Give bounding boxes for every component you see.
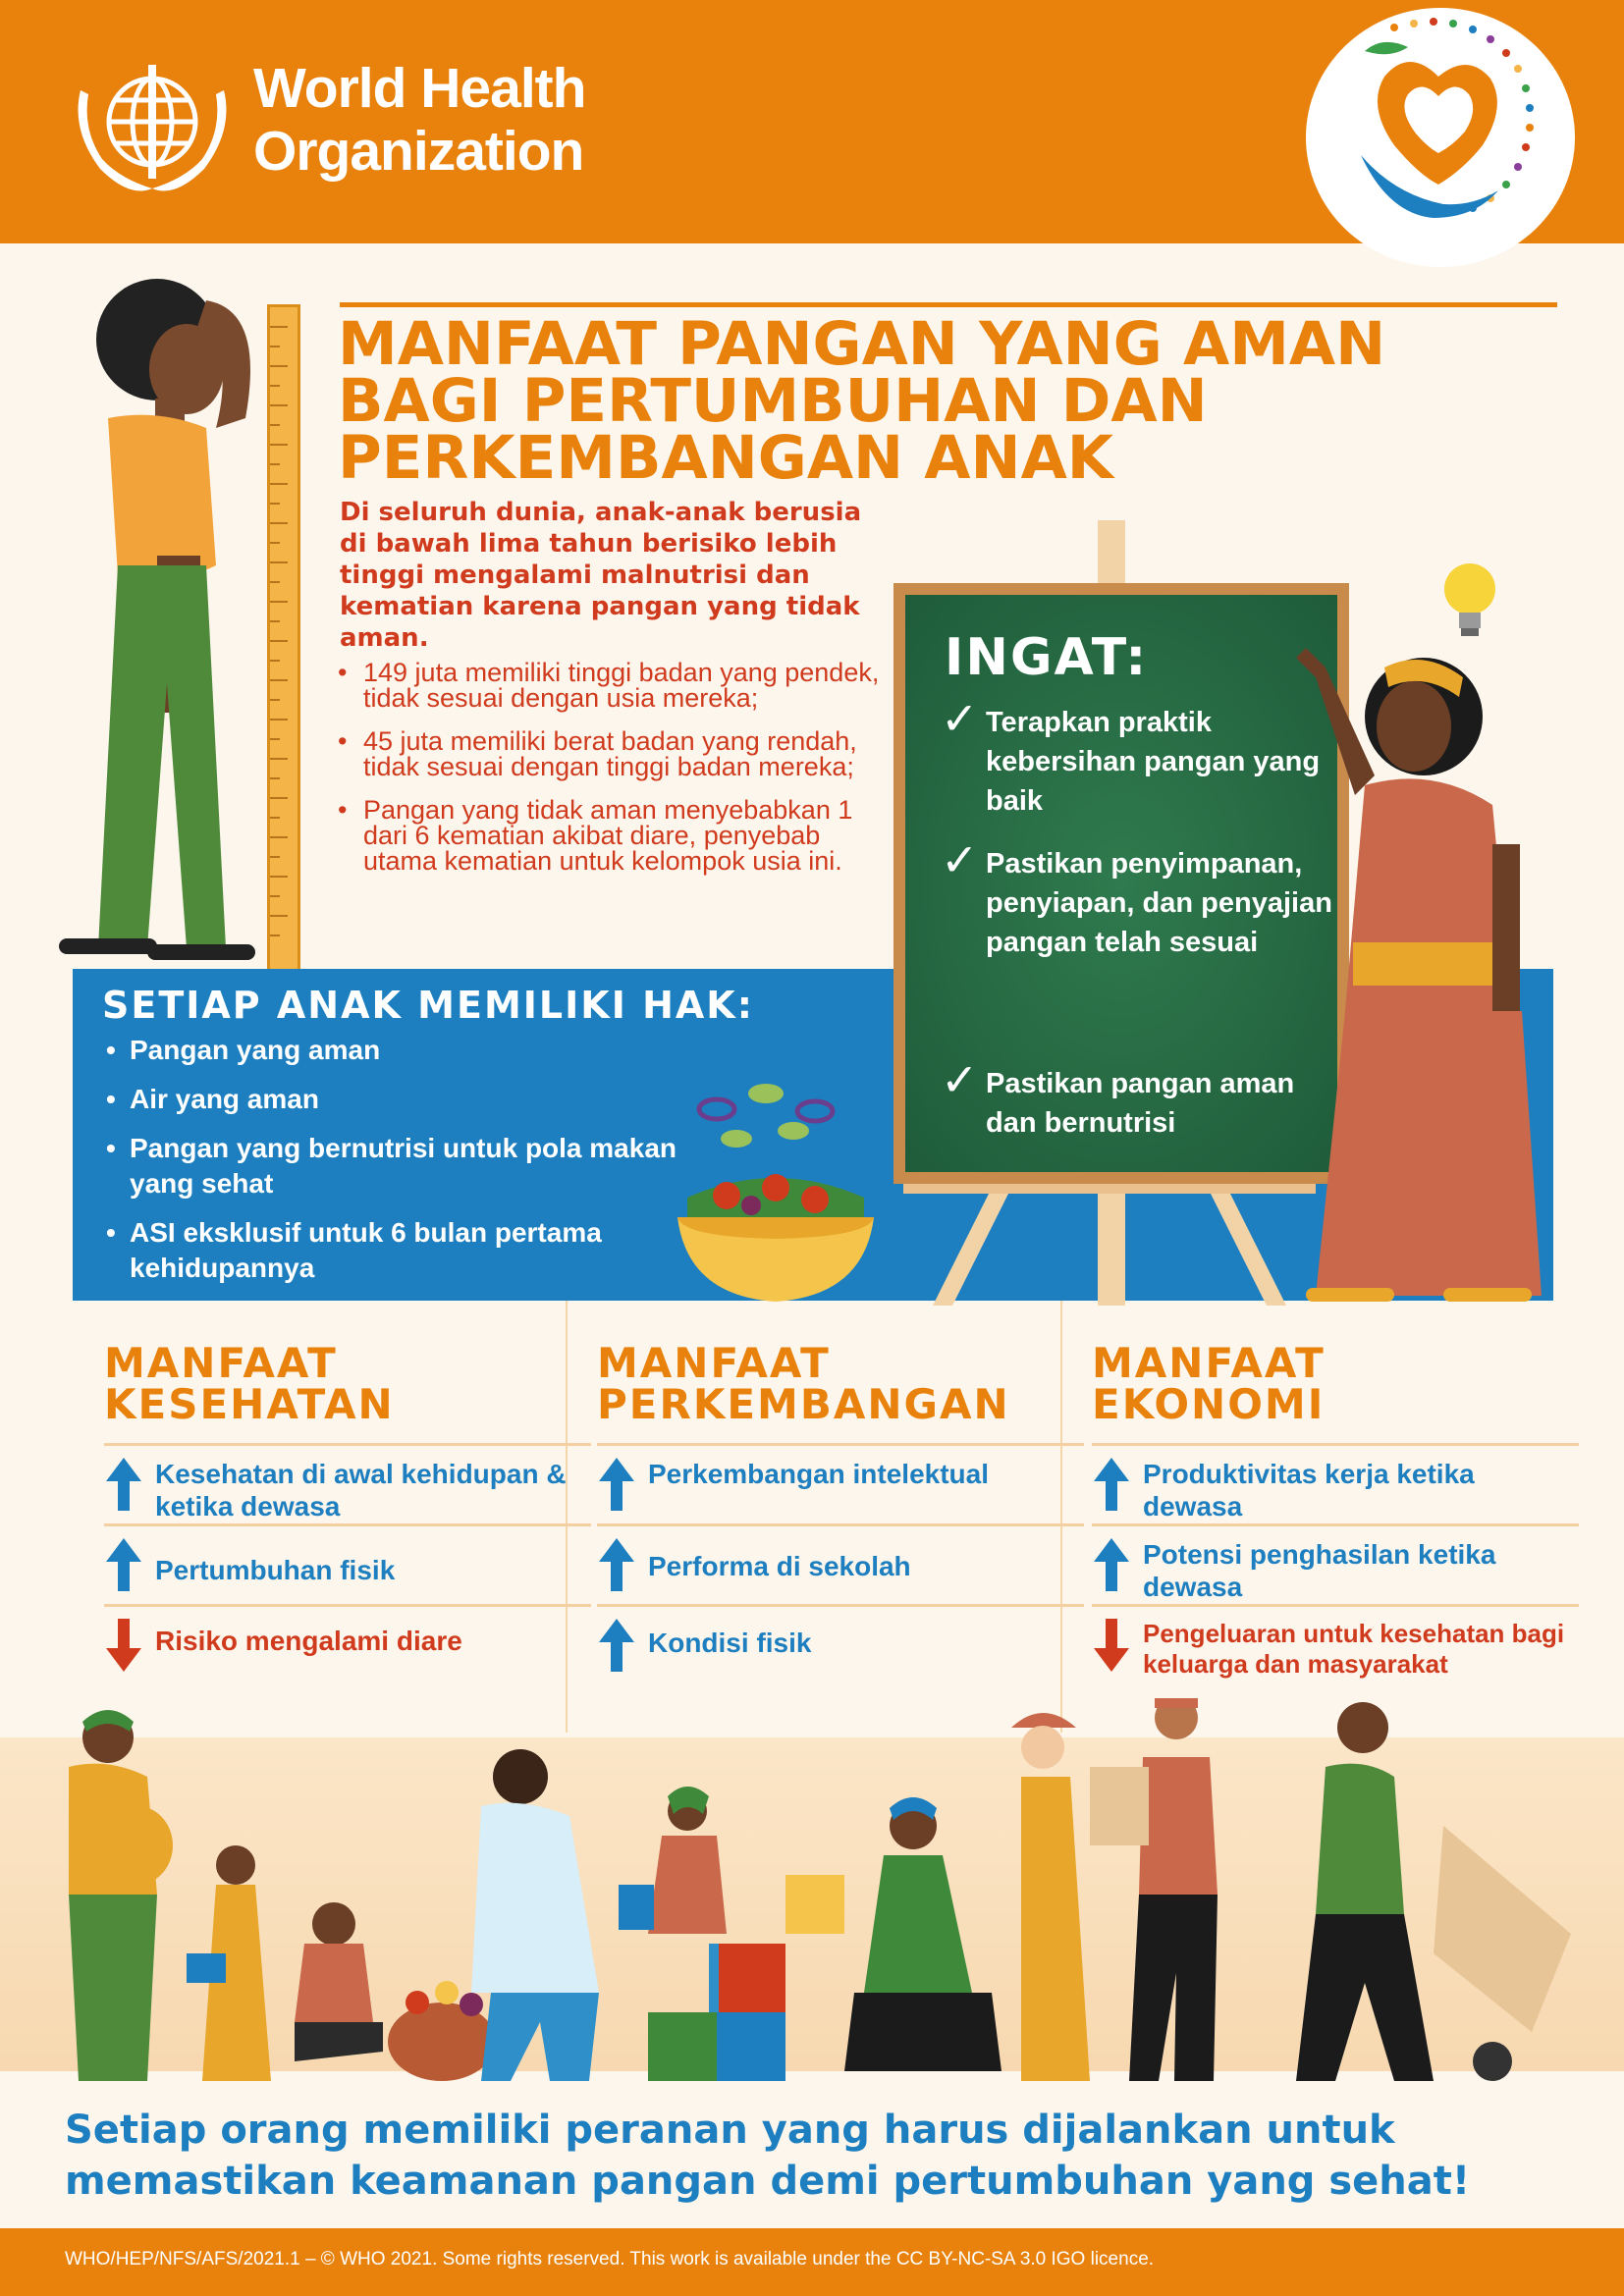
org-name [253, 57, 585, 183]
page-title-line3: PERKEMBANGAN ANAK [338, 423, 1114, 493]
title-rule [340, 302, 1557, 307]
rights-item: • ASI eksklusif untuk 6 bulan pertama kehidupannya [106, 1215, 695, 1286]
benefit-title-line1: MANFAAT [1092, 1339, 1326, 1387]
intro-stat-item: • Pangan yang tidak aman menyebabkan 1 dari 6 kematian akibat diare, penyebab utama kematian untuk kelompok usia ini. [338, 797, 893, 874]
rights-item: • Air yang aman [106, 1082, 695, 1117]
reminder-item-text: Terapkan praktik kebersihan pangan yang baik [986, 707, 1321, 817]
checkmark-icon: ✓ [941, 692, 979, 745]
rights-item: • Pangan yang bernutrisi untuk pola makan yang sehat [106, 1131, 695, 1201]
page-title-line2: BAGI PERTUMBUHAN DAN [338, 366, 1208, 436]
page-title-line1: MANFAAT PANGAN YANG AMAN [338, 309, 1386, 379]
food-safety-badge [1306, 8, 1575, 267]
benefit-row-text: Perkembangan intelektual [648, 1459, 990, 1489]
page-title [338, 309, 1575, 493]
arrow-up-icon [1092, 1536, 1131, 1593]
benefit-title-line2: PERKEMBANGAN [597, 1380, 1010, 1428]
arrow-up-icon [104, 1536, 143, 1593]
benefit-row-text: Pertumbuhan fisik [155, 1555, 396, 1585]
benefit-row [597, 1604, 1084, 1684]
benefit-row [104, 1604, 591, 1684]
benefit-row-text: Kesehatan di awal kehidupan & ketika dewasa [155, 1459, 567, 1522]
intro-stat-item: • 149 juta memiliki tinggi badan yang pendek, tidak sesuai dengan usia mereka; [338, 660, 893, 711]
arrow-up-icon [597, 1617, 636, 1674]
intro-lead: Di seluruh dunia, anak-anak berusia di bawah lima tahun berisiko lebih tinggi mengalami malnutrisi dan kematian karena pangan yang tidak aman. [340, 498, 862, 653]
benefit-row-text: Risiko mengalami diare [155, 1626, 462, 1656]
reminder-item-text: Pastikan pangan aman dan bernutrisi [986, 1068, 1295, 1139]
boy-illustration [39, 271, 285, 978]
arrow-up-icon [1092, 1456, 1131, 1513]
benefit-title-line1: MANFAAT [597, 1339, 831, 1387]
benefit-row [104, 1523, 591, 1604]
checkmark-icon: ✓ [941, 1053, 979, 1106]
benefit-row [597, 1443, 1084, 1523]
org-name-line1: World Health [253, 57, 586, 120]
benefit-row [1092, 1604, 1579, 1684]
reminder-title: INGAT: [945, 628, 1149, 687]
salad-bowl-icon [668, 1080, 884, 1315]
who-emblem-icon [61, 51, 244, 204]
benefit-row [1092, 1443, 1579, 1523]
org-name-line2: Organization [253, 120, 584, 183]
legal-notice: WHO/HEP/NFS/AFS/2021.1 – © WHO 2021. Some rights reserved. This work is available under the CC BY-NC-SA 3.0 IGO licence. [65, 2249, 1155, 2269]
rights-title: SETIAP ANAK MEMILIKI HAK: [102, 984, 754, 1027]
benefit-title-line2: EKONOMI [1092, 1380, 1326, 1428]
rights-item: • Pangan yang aman [106, 1033, 695, 1068]
benefit-column-title [1092, 1339, 1579, 1428]
benefit-row-text: Performa di sekolah [648, 1551, 911, 1581]
closing-message: Setiap orang memiliki peranan yang harus dijalankan untuk memastikan keamanan pangan demi pertumbuhan yang sehat! [65, 2108, 1471, 2204]
benefit-column-economy [1092, 1306, 1579, 1684]
benefit-column-title [104, 1339, 591, 1428]
arrow-down-icon [104, 1617, 143, 1674]
community-illustration [0, 1698, 1624, 2091]
benefit-row-text: Potensi penghasilan ketika dewasa [1143, 1539, 1496, 1602]
benefit-row-text: Pengeluaran untuk kesehatan bagi keluarga dan masyarakat [1143, 1619, 1565, 1679]
rights-list [106, 1033, 695, 1300]
benefit-row-text: Produktivitas kerja ketika dewasa [1143, 1459, 1475, 1522]
teacher-illustration [1267, 550, 1581, 1315]
checkmark-icon: ✓ [941, 833, 979, 886]
arrow-down-icon [1092, 1617, 1131, 1674]
intro-stats-list [338, 660, 893, 891]
arrow-up-icon [104, 1456, 143, 1513]
benefit-column-title [597, 1339, 1084, 1428]
intro-stat-item: • 45 juta memiliki berat badan yang rendah, tidak sesuai dengan tinggi badan mereka; [338, 728, 893, 779]
benefit-column-health [104, 1306, 591, 1684]
benefit-title-line2: KESEHATAN [104, 1380, 395, 1428]
benefit-row [104, 1443, 591, 1523]
benefit-column-development [597, 1306, 1084, 1684]
reminder-item-text: Pastikan penyimpanan, penyiapan, dan penyajian pangan telah sesuai [986, 848, 1332, 958]
benefit-row [1092, 1523, 1579, 1604]
benefit-row-text: Kondisi fisik [648, 1628, 812, 1658]
arrow-up-icon [597, 1536, 636, 1593]
arrow-up-icon [597, 1456, 636, 1513]
benefit-title-line1: MANFAAT [104, 1339, 338, 1387]
benefit-row [597, 1523, 1084, 1604]
